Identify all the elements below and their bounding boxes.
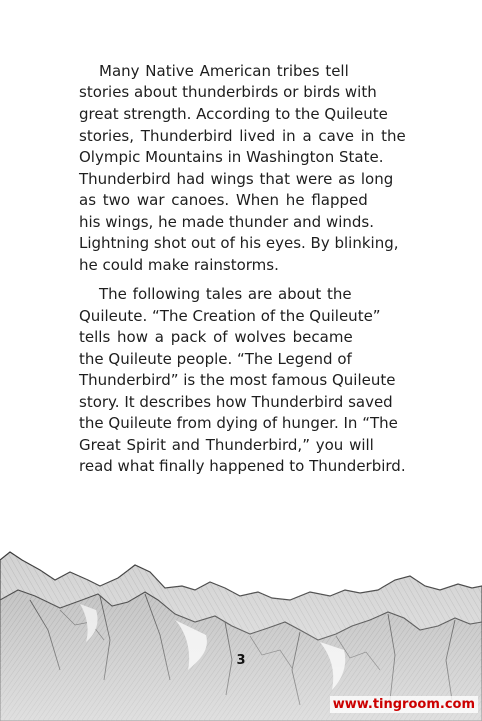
paragraph-2-line-9: read what finally happened to Thunderbird. <box>79 457 406 475</box>
paragraph-2-line-5: Thunderbird” is the most famous Quileute <box>79 371 396 389</box>
paragraph-1-line-8: his wings, he made thunder and winds. <box>79 213 375 231</box>
paragraph-1-line-9: Lightning shot out of his eyes. By blinking, <box>79 234 399 252</box>
paragraph-1-line-2: stories about thunderbirds or birds with <box>79 83 377 101</box>
paragraph-2-line-7: the Quileute from dying of hunger. In “The <box>79 414 398 432</box>
paragraph-2-line-8: Great Spirit and Thunderbird,” you will <box>79 436 374 454</box>
paragraph-2-line-6: story. It describes how Thunderbird saved <box>79 393 393 411</box>
paragraph-1-line-7: as two war canoes. When he flapped <box>79 191 368 209</box>
paragraph-1-line-5: Olympic Mountains in Washington State. <box>79 148 384 166</box>
page-number: 3 <box>236 653 246 668</box>
watermark: www.tingroom.com <box>330 696 478 713</box>
paragraph-2-line-2: Quileute. “The Creation of the Quileute” <box>79 307 381 325</box>
paragraph-2-line-4: the Quileute people. “The Legend of <box>79 350 352 368</box>
paragraph-1-line-1: Many Native American tribes tell <box>99 62 349 80</box>
paragraph-1-line-4: stories, Thunderbird lived in a cave in the <box>79 127 406 145</box>
paragraph-2-line-3: tells how a pack of wolves became <box>79 328 353 346</box>
paragraph-1-line-10: he could make rainstorms. <box>79 256 279 274</box>
paragraph-2-line-1: The following tales are about the <box>99 285 352 303</box>
mountain-illustration <box>0 530 482 721</box>
paragraph-1-line-3: great strength. According to the Quileute <box>79 105 388 123</box>
paragraph-1-line-6: Thunderbird had wings that were as long <box>79 170 394 188</box>
